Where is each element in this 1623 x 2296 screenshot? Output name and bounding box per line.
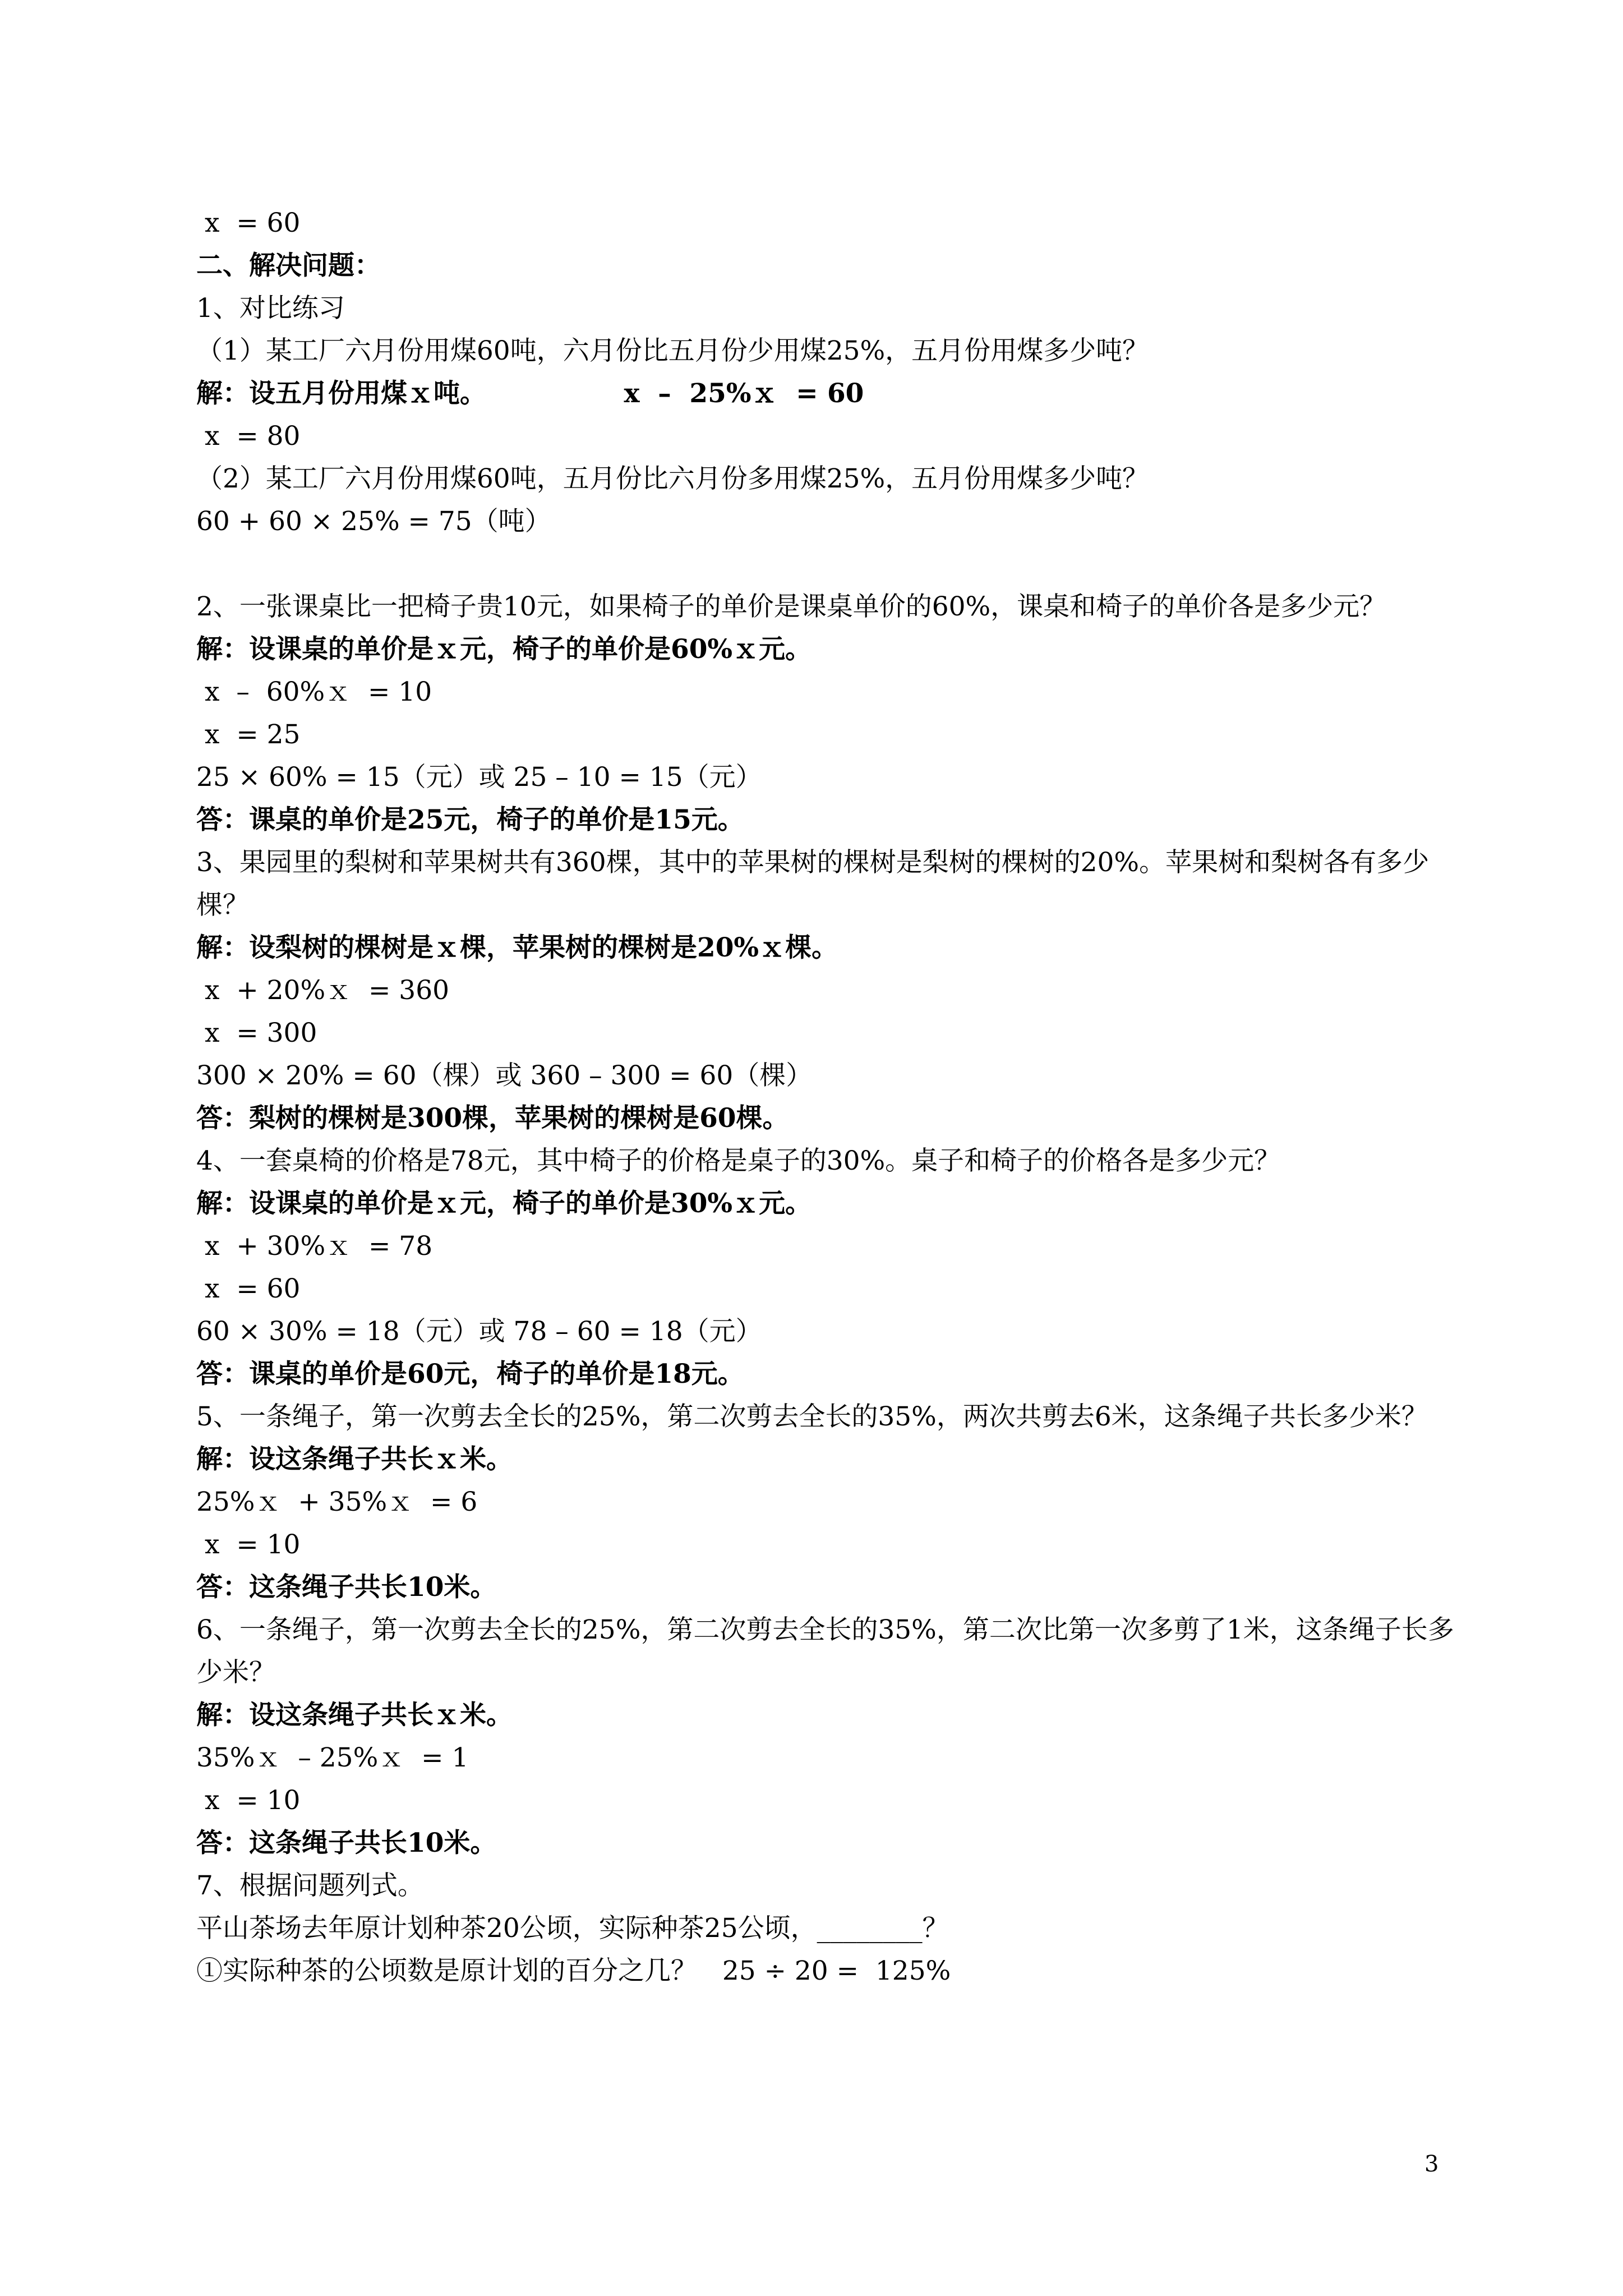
blank-line bbox=[196, 543, 1458, 586]
text-line: 60 × 30% = 18（元）或 78 – 60 = 18（元） bbox=[196, 1316, 762, 1347]
text-line: 解：设课桌的单价是ｘ元，椅子的单价是30%ｘ元。 bbox=[196, 1188, 812, 1219]
text-line: x – 60%ｘ = 10 bbox=[196, 677, 432, 707]
text-line: 3、果园里的梨树和苹果树共有360棵，其中的苹果树的棵树是梨树的棵树的20%。苹果树和梨树各有多少棵？ bbox=[196, 847, 1430, 921]
text-line: x = 60 bbox=[196, 1273, 301, 1304]
text-line: 二、解决问题： bbox=[196, 250, 381, 281]
text-line: 答：这条绳子共长10米。 bbox=[196, 1572, 497, 1603]
text-line: x = 60 bbox=[196, 208, 301, 238]
text-line: 解：设这条绳子共长ｘ米。 bbox=[196, 1700, 513, 1731]
text-line: x + 20%ｘ = 360 bbox=[196, 975, 450, 1006]
text-line: x = 300 bbox=[196, 1018, 317, 1048]
document-body bbox=[196, 202, 1458, 1993]
text-line: 5、一条绳子，第一次剪去全长的25%，第二次剪去全长的35%，两次共剪去6米，这条绳子共长多少米？ bbox=[196, 1401, 1428, 1432]
text-line: 7、根据问题列式。 bbox=[196, 1870, 424, 1901]
text-line: x + 30%ｘ = 78 bbox=[196, 1231, 433, 1262]
text-line: 平山茶场去年原计划种茶20公顷，实际种茶25公顷，________？ bbox=[196, 1913, 949, 1944]
text-line: 25%ｘ + 35%ｘ = 6 bbox=[196, 1487, 478, 1517]
text-line: 解：设课桌的单价是ｘ元，椅子的单价是60%ｘ元。 bbox=[196, 634, 812, 665]
page-number: 3 bbox=[1424, 2151, 1439, 2177]
text-line: 解：设梨树的棵树是ｘ棵，苹果树的棵树是20%ｘ棵。 bbox=[196, 932, 838, 963]
text-line: （1）某工厂六月份用煤60吨，六月份比五月份少用煤25%，五月份用煤多少吨？ bbox=[196, 335, 1149, 366]
text-line: 4、一套桌椅的价格是78元，其中椅子的价格是桌子的30%。桌子和椅子的价格各是多少元？ bbox=[196, 1145, 1281, 1176]
text-line: 解：设五月份用煤ｘ吨。 x – 25%ｘ = 60 bbox=[196, 378, 864, 409]
text-line: 答：梨树的棵树是300棵，苹果树的棵树是60棵。 bbox=[196, 1103, 789, 1134]
text-line: ①实际种茶的公顷数是原计划的百分之几？ 25 ÷ 20 = 125% bbox=[196, 1955, 951, 1986]
text-line: 答：这条绳子共长10米。 bbox=[196, 1828, 497, 1858]
text-line: 2、一张课桌比一把椅子贵10元，如果椅子的单价是课桌单价的60%，课桌和椅子的单价各是多少元？ bbox=[196, 591, 1386, 622]
text-line: 35%ｘ – 25%ｘ = 1 bbox=[196, 1742, 469, 1773]
text-line: 25 × 60% = 15（元）或 25 – 10 = 15（元） bbox=[196, 762, 762, 793]
text-line: （2）某工厂六月份用煤60吨，五月份比六月份多用煤25%，五月份用煤多少吨？ bbox=[196, 463, 1149, 494]
text-line: 答：课桌的单价是60元，椅子的单价是18元。 bbox=[196, 1359, 744, 1389]
text-line: x = 10 bbox=[196, 1785, 301, 1816]
text-line: 1、对比练习 bbox=[196, 293, 345, 324]
text-line: x = 80 bbox=[196, 421, 301, 452]
text-line: 答：课桌的单价是25元，椅子的单价是15元。 bbox=[196, 804, 744, 835]
text-line: 60 + 60 × 25% = 75（吨） bbox=[196, 506, 551, 537]
text-line: 解：设这条绳子共长ｘ米。 bbox=[196, 1444, 513, 1475]
text-line: 300 × 20% = 60（棵）或 360 – 300 = 60（棵） bbox=[196, 1060, 813, 1091]
text-line: x = 25 bbox=[196, 719, 301, 750]
text-line: 6、一条绳子，第一次剪去全长的25%，第二次剪去全长的35%，第二次比第一次多剪了1米，这条绳子长多少米？ bbox=[196, 1614, 1454, 1688]
text-line: x = 10 bbox=[196, 1529, 301, 1560]
